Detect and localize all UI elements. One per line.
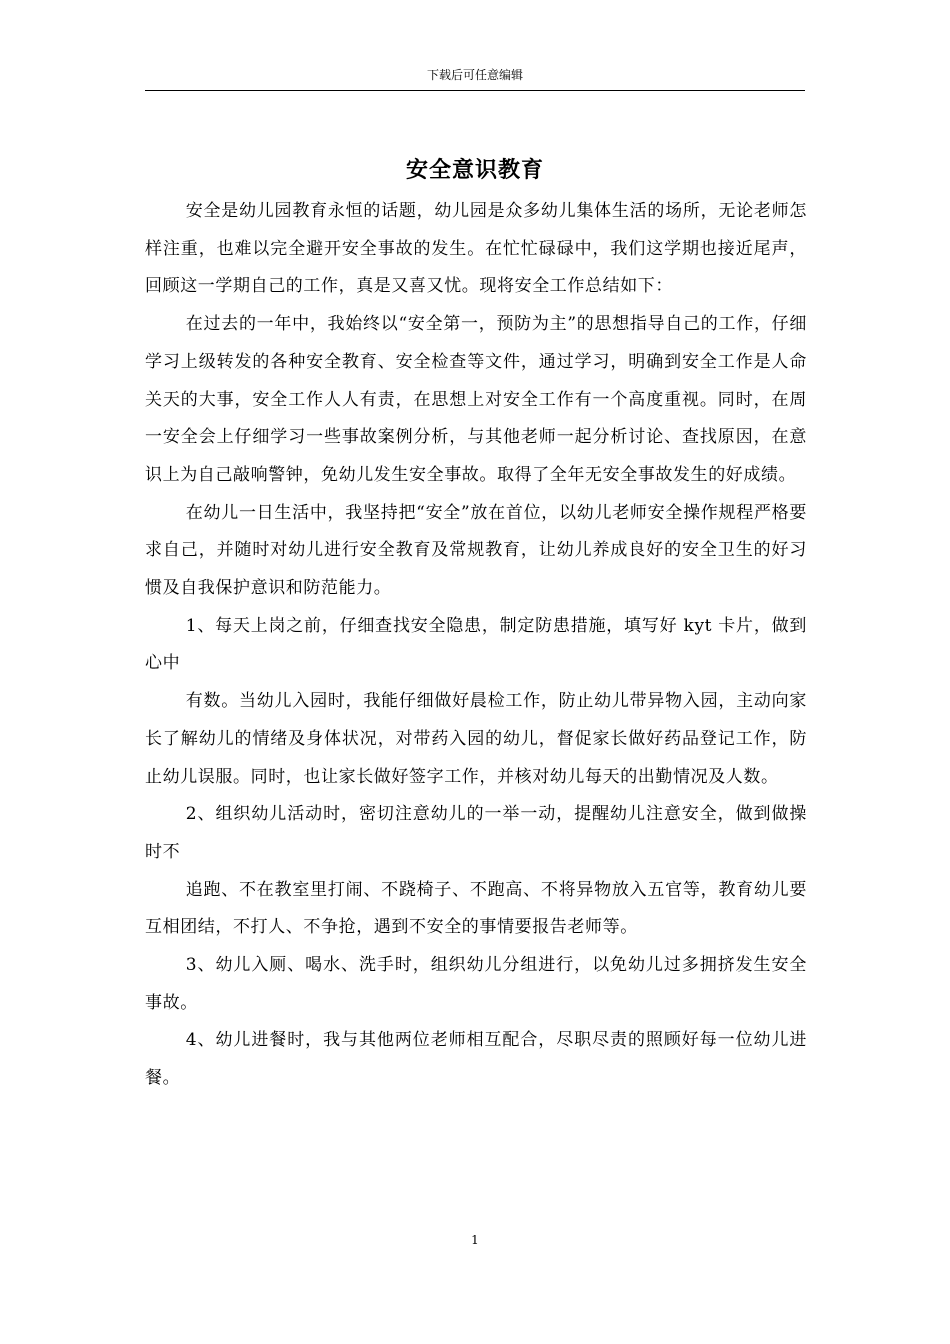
paragraph-item-1-continued: 有数。当幼儿入园时，我能仔细做好晨检工作，防止幼儿带异物入园，主动向家长了解幼儿的情绪及身体状况，对带药入园的幼儿，督促家长做好药品登记工作，防止幼儿误服。同时，也让家长做好签字工作，并核对幼儿每天的出勤情况及人数。 (145, 691, 807, 787)
document-title: 安全意识教育 (405, 157, 544, 183)
paragraph-daily-life: 在幼儿一日生活中，我坚持把“安全”放在首位，以幼儿老师安全操作规程严格要求自己，并随时对幼儿进行安全教育及常规教育，让幼儿养成良好的安全卫生的好习惯及自我保护意识和防范能力。 (145, 502, 807, 599)
paragraph-item-2-continued: 追跑、不在教室里打闹、不跷椅子、不跑高、不将异物放入五官等，教育幼儿要互相团结，不打人、不争抢，遇到不安全的事情要报告老师等。 (145, 879, 807, 938)
page-number: 1 (471, 1233, 479, 1247)
paragraph-item-2: 2、组织幼儿活动时，密切注意幼儿的一举一动，提醒幼儿注意安全，做到做操时不 (145, 804, 807, 862)
paragraph-item-4: 4、幼儿进餐时，我与其他两位老师相互配合，尽职尽责的照顾好每一位幼儿进餐。 (145, 1030, 807, 1089)
paragraph-past-year: 在过去的一年中，我始终以“安全第一，预防为主”的思想指导自己的工作，仔细学习上级转发的各种安全教育、安全检查等文件，通过学习，明确到安全工作是人命关天的大事，安全工作人人有责，在思想上对安全工作有一个高度重视。同时，在周一安全会上仔细学习一些事故案例分析，与其他老师一起分析讨论、查找原因，在意识上为自己敲响警钟，免幼儿发生安全事故。取得了全年无安全事故发生的好成绩。 (145, 314, 807, 485)
paragraph-item-1: 1、每天上岗之前，仔细查找安全隐患，制定防患措施，填写好 kyt 卡片，做到心中 (145, 615, 807, 674)
document-body (145, 193, 807, 1098)
paragraph-item-3: 3、幼儿入厕、喝水、洗手时，组织幼儿分组进行，以免幼儿过多拥挤发生安全事故。 (145, 955, 807, 1013)
header-note: 下载后可任意编辑 (426, 68, 523, 82)
paragraph-intro: 安全是幼儿园教育永恒的话题，幼儿园是众多幼儿集体生活的场所，无论老师怎样注重，也难以完全避开安全事故的发生。在忙忙碌碌中，我们这学期也接近尾声，回顾这一学期自己的工作，真是又喜又忧。现将安全工作总结如下： (145, 201, 807, 297)
header-divider (145, 90, 805, 91)
